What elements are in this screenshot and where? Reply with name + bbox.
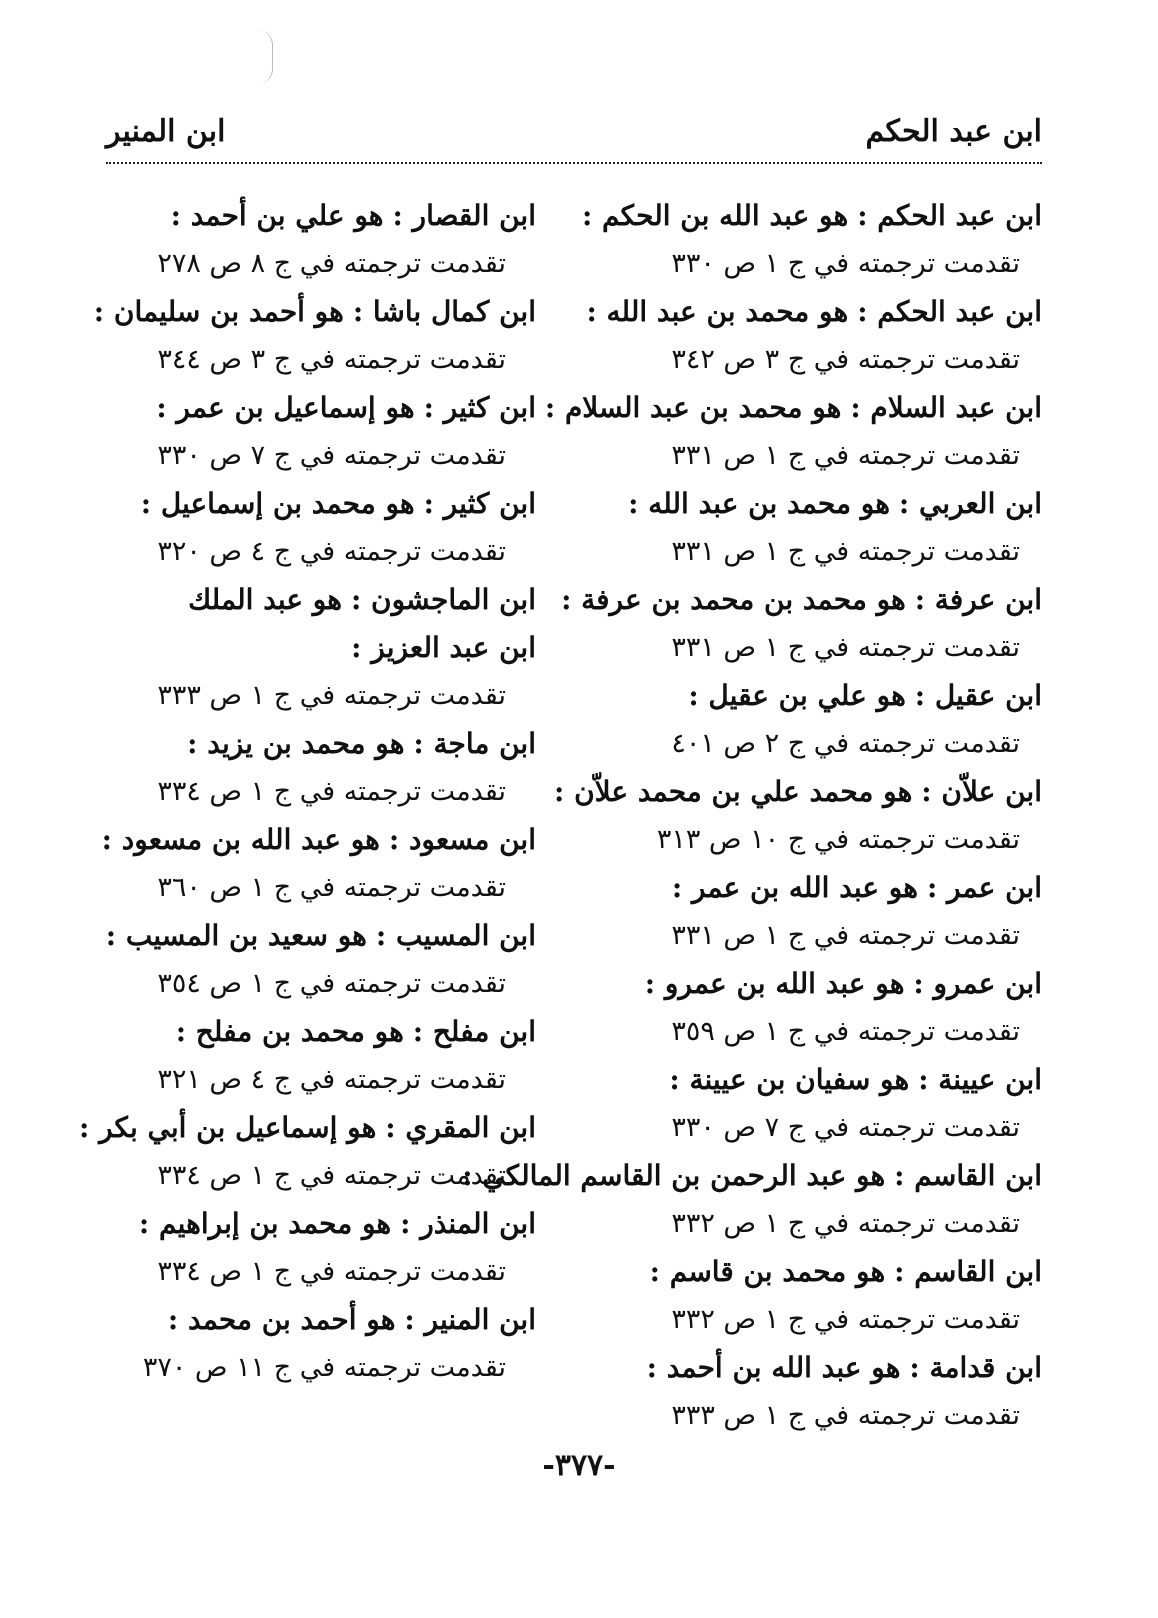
entry-description: هو أحمد بن محمد :	[167, 1303, 396, 1336]
entry-reference: تقدمت ترجمته في ج ١ ص ٣٣١	[671, 632, 1020, 663]
entry-heading	[78, 1104, 536, 1152]
entry-reference: تقدمت ترجمته في ج ١ ص ٣٥٤	[157, 968, 506, 999]
biography-entry	[86, 912, 536, 1008]
entry-name: ابن القصار :	[392, 199, 536, 232]
entry-heading	[86, 576, 536, 624]
entry-heading	[586, 288, 1042, 336]
entry-heading	[554, 768, 1042, 816]
entry-name: ابن عمرو :	[913, 967, 1042, 1000]
entry-heading	[612, 672, 1042, 720]
entry-reference: تقدمت ترجمته في ج ١٠ ص ٣١٣	[656, 824, 1020, 855]
entry-heading	[462, 1152, 1042, 1200]
entry-description: هو عبد الله بن أحمد :	[646, 1351, 901, 1384]
entry-heading	[86, 192, 536, 240]
entry-description: هو سفيان بن عيينة :	[669, 1063, 910, 1096]
entry-description: هو عبد الرحمن بن القاسم المالكي :	[462, 1159, 886, 1192]
entry-name: ابن عمر :	[926, 871, 1042, 904]
entry-name: ابن المقري :	[385, 1111, 536, 1144]
entry-name: ابن العربي :	[898, 487, 1042, 520]
entry-heading	[612, 1248, 1042, 1296]
entry-heading	[86, 1008, 536, 1056]
entry-heading	[86, 480, 536, 528]
header-left-title: ابن المنير	[106, 114, 226, 149]
entry-name: ابن عبد الحكم :	[857, 295, 1042, 328]
entry-reference: تقدمت ترجمته في ج ١ ص ٣٣١	[671, 920, 1020, 951]
entry-reference: تقدمت ترجمته في ج ١ ص ٣٥٩	[671, 1016, 1020, 1047]
entry-reference: تقدمت ترجمته في ج ١ ص ٣٣٤	[157, 776, 506, 807]
entry-description: هو محمد بن إبراهيم :	[138, 1207, 392, 1240]
entry-name: ابن عيينة :	[918, 1063, 1042, 1096]
entry-heading	[612, 480, 1042, 528]
biography-entry	[612, 864, 1042, 960]
entry-reference: تقدمت ترجمته في ج ١ ص ٣٣٣	[671, 1400, 1020, 1431]
entry-reference: تقدمت ترجمته في ج ٧ ص ٣٣٠	[157, 440, 506, 471]
biography-entry	[612, 1056, 1042, 1152]
entry-name: ابن القاسم :	[894, 1159, 1042, 1192]
entry-reference: تقدمت ترجمته في ج ١ ص ٣٣٠	[671, 248, 1020, 279]
entry-description: هو محمد بن إسماعيل :	[140, 487, 415, 520]
entry-description: هو أحمد بن سليمان :	[93, 295, 344, 328]
biography-entry	[86, 480, 536, 576]
entry-continuation: ابن عبد العزيز :	[351, 631, 536, 664]
page-number: -٣٧٧-	[542, 1448, 616, 1483]
entry-reference: تقدمت ترجمته في ج ١ ص ٣٦٠	[157, 872, 506, 903]
entry-reference: تقدمت ترجمته في ج ١ ص ٣٣١	[671, 536, 1020, 567]
entry-description: هو عبد الله بن عمر :	[671, 871, 919, 904]
entry-reference: تقدمت ترجمته في ج ١١ ص ٣٧٠	[142, 1352, 506, 1383]
entry-description: هو عبد الله بن الحكم :	[581, 199, 849, 232]
entry-heading	[544, 384, 1042, 432]
entry-description: هو محمد بن محمد بن عرفة :	[561, 583, 906, 616]
entry-description: هو إسماعيل بن عمر :	[156, 391, 415, 424]
entry-description: هو إسماعيل بن أبي بكر :	[78, 1111, 377, 1144]
biography-entry	[86, 288, 536, 384]
entry-name: ابن القاسم :	[894, 1255, 1042, 1288]
biography-entry	[86, 192, 536, 288]
entry-name: ابن مسعود :	[388, 823, 536, 856]
entry-description: هو سعيد بن المسيب :	[105, 919, 367, 952]
entry-name: ابن كثير :	[423, 391, 536, 424]
entry-description: هو محمد بن قاسم :	[649, 1255, 886, 1288]
entry-name: ابن المسيب :	[375, 919, 536, 952]
entry-reference: تقدمت ترجمته في ج ١ ص ٣٣٤	[157, 1160, 506, 1191]
biography-entry	[581, 192, 1042, 288]
biography-entry	[612, 960, 1042, 1056]
entry-reference: تقدمت ترجمته في ج ٣ ص ٣٤٢	[671, 344, 1020, 375]
entry-heading	[86, 288, 536, 336]
entry-reference: تقدمت ترجمته في ج ١ ص ٣٣٢	[671, 1208, 1020, 1239]
entry-description: هو علي بن أحمد :	[170, 199, 384, 232]
entry-name: ابن عبد السلام :	[850, 391, 1042, 424]
entry-reference: تقدمت ترجمته في ج ١ ص ٣٣٣	[157, 680, 506, 711]
entry-description: هو محمد بن مفلح :	[175, 1015, 404, 1048]
entry-description: هو عبد الله بن مسعود :	[101, 823, 380, 856]
biography-entry	[86, 1200, 536, 1296]
entry-description: هو محمد بن عبد الله :	[586, 295, 849, 328]
entry-heading	[612, 864, 1042, 912]
entry-reference: تقدمت ترجمته في ج ١ ص ٣٣٢	[671, 1304, 1020, 1335]
entry-heading	[86, 912, 536, 960]
entry-reference: تقدمت ترجمته في ج ١ ص ٣٣١	[671, 440, 1020, 471]
entry-name: ابن ماجة :	[413, 727, 536, 760]
entry-description: هو عبد الله بن عمرو :	[644, 967, 905, 1000]
entry-heading	[612, 1344, 1042, 1392]
biography-entry	[554, 768, 1042, 864]
biography-entry	[561, 576, 1042, 672]
entry-name: ابن كثير :	[423, 487, 536, 520]
biography-entry	[544, 384, 1042, 480]
entry-name: ابن المنذر :	[400, 1207, 536, 1240]
entry-name: ابن عبد الحكم :	[857, 199, 1042, 232]
entry-description: هو علي بن عقيل :	[688, 679, 906, 712]
biography-entry	[612, 672, 1042, 768]
entry-heading	[86, 1200, 536, 1248]
entry-reference: تقدمت ترجمته في ج ٣ ص ٣٤٤	[157, 344, 506, 375]
biography-entry	[612, 480, 1042, 576]
header-right-title: ابن عبد الحكم	[865, 114, 1042, 149]
biography-entry	[86, 720, 536, 816]
left-column	[78, 192, 536, 1392]
entry-description: هو محمد علي بن محمد علاّن :	[554, 775, 913, 808]
biography-entry	[612, 1344, 1042, 1440]
entry-name: ابن كمال باشا :	[352, 295, 536, 328]
biography-entry	[86, 576, 536, 720]
biography-entry	[586, 288, 1042, 384]
entry-description: هو محمد بن عبد الله :	[628, 487, 890, 520]
biography-entry	[86, 816, 536, 912]
entry-heading	[86, 384, 536, 432]
entry-heading	[86, 1296, 536, 1344]
entry-heading	[86, 816, 536, 864]
entry-description: هو محمد بن عبد السلام :	[544, 391, 842, 424]
entry-name: ابن الماجشون :	[350, 583, 536, 616]
entry-reference: تقدمت ترجمته في ج ٤ ص ٣٢٠	[157, 536, 506, 567]
entry-name: ابن قدامة :	[909, 1351, 1042, 1384]
entry-name: ابن عقيل :	[914, 679, 1042, 712]
entry-heading	[612, 960, 1042, 1008]
entry-name: ابن المنير :	[404, 1303, 536, 1336]
entry-description: هو محمد بن يزيد :	[187, 727, 405, 760]
entry-name: ابن عرفة :	[914, 583, 1042, 616]
entry-reference: تقدمت ترجمته في ج ٢ ص ٤٠١	[671, 728, 1020, 759]
biography-entry	[612, 1248, 1042, 1344]
entry-reference: تقدمت ترجمته في ج ١ ص ٣٣٤	[157, 1256, 506, 1287]
entry-heading	[86, 720, 536, 768]
biography-entry	[86, 384, 536, 480]
entry-name: ابن مفلح :	[412, 1015, 536, 1048]
entry-name: ابن علاّن :	[921, 775, 1042, 808]
entry-heading	[612, 1056, 1042, 1104]
biography-entry	[86, 1008, 536, 1104]
entry-reference: تقدمت ترجمته في ج ٤ ص ٣٢١	[157, 1064, 506, 1095]
running-header	[106, 110, 1042, 164]
scan-margin-mark	[258, 30, 273, 84]
biography-entry	[78, 1104, 536, 1200]
entry-heading	[561, 576, 1042, 624]
entry-heading	[581, 192, 1042, 240]
biography-entry	[86, 1296, 536, 1392]
entry-description: هو عبد الملك	[188, 583, 343, 616]
entry-reference: تقدمت ترجمته في ج ٧ ص ٣٣٠	[671, 1112, 1020, 1143]
entry-reference: تقدمت ترجمته في ج ٨ ص ٢٧٨	[157, 248, 506, 279]
